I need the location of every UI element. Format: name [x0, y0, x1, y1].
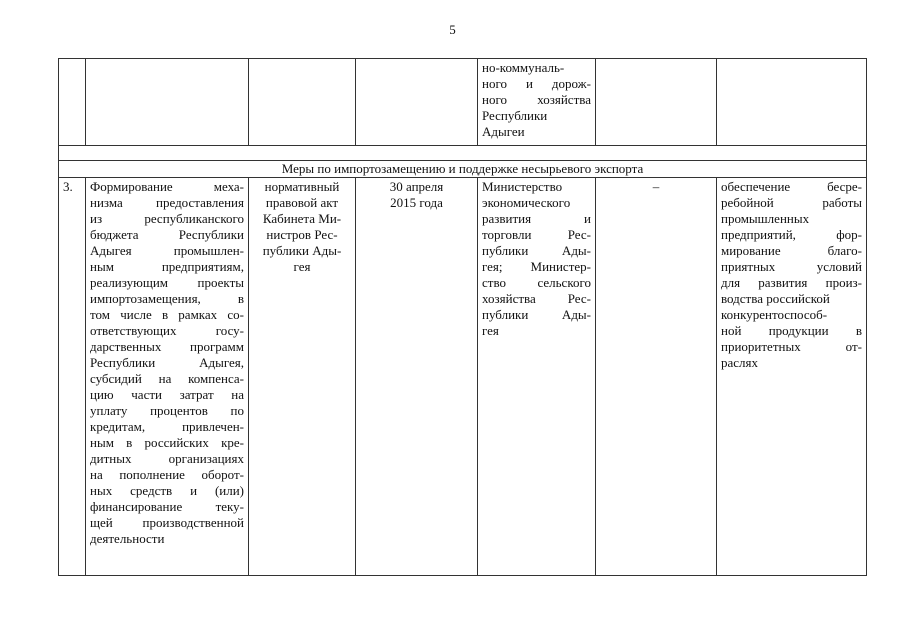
result-cell: [717, 178, 867, 576]
table-row-continuation: [59, 59, 867, 146]
measure-text: Формирование меха- низма предоставления из республиканского бюджета Республики Адыгея промышлен- ным предприятиям, реализующим проекты импортозамещения, в том числе в рамках со- ответствующих госу- дарственных программ Республики Адыгея, субсидий на компенса- цию части затрат на уплату процентов по кредитам, привлечен- ным в российских кре- дитных организациях на пополнение оборот- ных средств и (или) финансирование теку- щей производственной деятельности: [90, 179, 244, 546]
measure-cell: [86, 178, 249, 576]
cell-result: [717, 59, 867, 146]
section-heading: Меры по импортозамещению и поддержке несырьевого экспорта: [59, 161, 867, 178]
cell-number: [59, 59, 86, 146]
act-cell: [249, 178, 356, 576]
row-number: 3.: [59, 178, 86, 576]
responsible-continuation-text: но-коммуналь- ного и дорож- ного хозяйства Республики Адыгеи: [482, 60, 591, 139]
funding-cell: –: [596, 178, 717, 576]
responsible-cell: [478, 178, 596, 576]
spacer-cell: [59, 146, 867, 161]
cell-deadline: [356, 59, 478, 146]
page-number: 5: [449, 22, 456, 37]
result-text: обеспечение бесpe- ребойной работы промышленных предприятий, фор- мирование благо- приятных условий для развития произ- водства российской конкурентоспособ- ной продукции в приоритетных от- раслях: [721, 179, 862, 370]
cell-act: [249, 59, 356, 146]
table-row-section-heading: [59, 161, 867, 178]
table-row: [59, 178, 867, 576]
cell-responsible: [478, 59, 596, 146]
responsible-text: Министерство экономического развития и торговли Рес- публики Ады- гея; Министер- ство сельского хозяйства Рес- публики Ады- гея: [482, 179, 591, 338]
deadline-cell: [356, 178, 478, 576]
cell-funding: [596, 59, 717, 146]
table-row-spacer: [59, 146, 867, 161]
act-text: нормативный правовой акт Кабинета Ми- нистров Рес- публики Ады- гея: [262, 179, 342, 274]
measures-table: [58, 58, 867, 576]
deadline-text: 30 апреля 2015 года: [389, 179, 444, 210]
cell-measure: [86, 59, 249, 146]
